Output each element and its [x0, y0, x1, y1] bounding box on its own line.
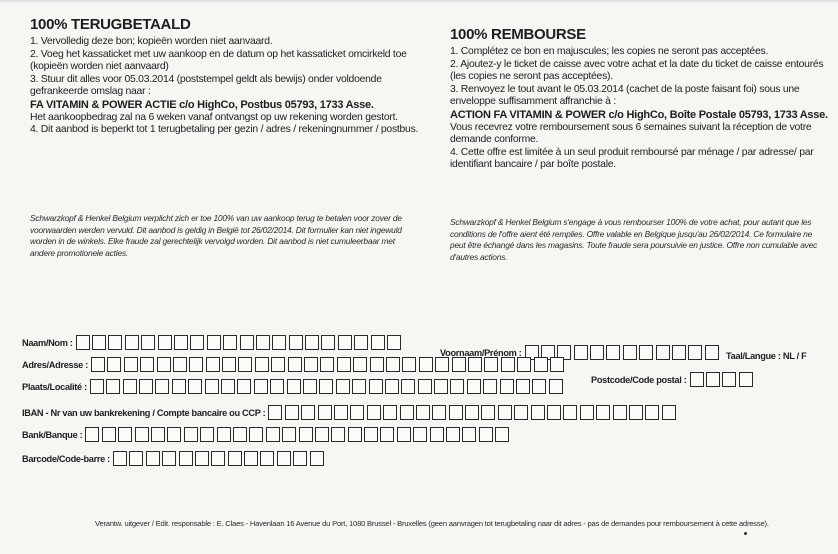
character-box[interactable]: [484, 357, 498, 372]
character-box[interactable]: [189, 357, 203, 372]
character-box[interactable]: [118, 427, 132, 442]
character-box[interactable]: [354, 335, 368, 350]
character-box[interactable]: [495, 427, 509, 442]
character-box[interactable]: [367, 405, 381, 420]
postcode-label: Postcode/Code postal :: [591, 374, 687, 385]
character-box[interactable]: [233, 427, 247, 442]
character-box[interactable]: [563, 405, 577, 420]
character-box[interactable]: [287, 379, 301, 394]
character-box[interactable]: [288, 357, 302, 372]
character-box[interactable]: [289, 335, 303, 350]
character-box[interactable]: [400, 405, 414, 420]
character-box[interactable]: [413, 427, 427, 442]
character-box[interactable]: [318, 405, 332, 420]
character-box[interactable]: [319, 379, 333, 394]
character-box[interactable]: [531, 405, 545, 420]
character-box[interactable]: [596, 405, 610, 420]
nl-step-3: 3. Stuur dit alles voor 05.03.2014 (poststempel geldt als bewijs) onder voldoende gefrankeerde omslag naar :: [30, 73, 382, 98]
character-box[interactable]: [135, 427, 149, 442]
character-box[interactable]: [123, 379, 137, 394]
character-box[interactable]: [334, 405, 348, 420]
character-box[interactable]: [435, 357, 449, 372]
character-box[interactable]: [207, 335, 221, 350]
character-box[interactable]: [352, 379, 366, 394]
character-box[interactable]: [217, 427, 231, 442]
character-box[interactable]: [580, 405, 594, 420]
character-box[interactable]: [92, 335, 106, 350]
torn-edge: [0, 0, 838, 4]
character-box[interactable]: [662, 405, 676, 420]
character-box[interactable]: [501, 357, 515, 372]
bank-boxes[interactable]: [85, 427, 511, 442]
french-section: [450, 26, 830, 172]
character-box[interactable]: [450, 379, 464, 394]
name-row: [22, 335, 403, 350]
character-box[interactable]: [419, 357, 433, 372]
character-box[interactable]: [338, 335, 352, 350]
fr-legal-text: Schwarzkopf & Henkel Belgium s'engage à vous rembourser 100% de votre achat, pour autant que les conditions de l'offre aient été remplies. Offre valable en Belgique jusqu'au 26/02/2014. Ce formulaire ne peut être échangé dans les magasins. Toute fraude sera poursuivie en justice. Offre non cumulable avec d'autres actions.: [450, 217, 818, 262]
character-box[interactable]: [272, 335, 286, 350]
character-box[interactable]: [157, 357, 171, 372]
fr-refund-note: Vous recevrez votre remboursement sous 6 semaines suivant la réception de votre demande conforme.: [450, 121, 812, 146]
character-box[interactable]: [688, 345, 702, 360]
punctuation-dot: [744, 532, 747, 535]
character-box[interactable]: [211, 451, 225, 466]
character-box[interactable]: [270, 379, 284, 394]
character-box[interactable]: [331, 427, 345, 442]
character-box[interactable]: [320, 357, 334, 372]
dutch-section: [30, 16, 425, 137]
nl-address: FA VITAMIN & POWER ACTIE c/o HighCo, Postbus 05793, 1733 Asse.: [30, 98, 374, 111]
character-box[interactable]: [205, 379, 219, 394]
fr-step-1: 1. Complétez ce bon en majuscules; les copies ne seront pas acceptées.: [450, 46, 769, 57]
character-box[interactable]: [200, 427, 214, 442]
character-box[interactable]: [337, 357, 351, 372]
character-box[interactable]: [434, 379, 448, 394]
character-box[interactable]: [102, 427, 116, 442]
character-box[interactable]: [397, 427, 411, 442]
address-row: [22, 357, 566, 372]
character-box[interactable]: [479, 427, 493, 442]
language-row: [726, 351, 809, 361]
fr-address: ACTION FA VITAMIN & POWER c/o HighCo, Boîte Postale 05793, 1733 Asse.: [450, 108, 828, 121]
character-box[interactable]: [370, 357, 384, 372]
publisher-footer: Verantw. uitgever / Edit. responsable : E. Claes - Havenlaan 16 Avenue du Port, 1080 Brussel - Bruxelles (geen aanvragen tot terugbetaling naar dit adres - pas de demandes pour remboursement à cette adresse).: [95, 519, 769, 528]
fr-step-4: 4. Cette offre est limitée à un seul produit remboursé par ménage / par adresse/ par identifiant bancaire / par boîte postale.: [450, 146, 814, 171]
character-box[interactable]: [129, 451, 143, 466]
character-box[interactable]: [350, 405, 364, 420]
character-box[interactable]: [705, 345, 719, 360]
character-box[interactable]: [228, 451, 242, 466]
character-box[interactable]: [304, 357, 318, 372]
character-box[interactable]: [402, 357, 416, 372]
iban-label: IBAN - Nr van uw bankrekening / Compte bancaire ou CCP :: [22, 407, 266, 418]
postcode-row: [591, 372, 755, 387]
character-box[interactable]: [167, 427, 181, 442]
character-box[interactable]: [623, 345, 637, 360]
character-box[interactable]: [260, 451, 274, 466]
character-box[interactable]: [206, 357, 220, 372]
character-box[interactable]: [639, 345, 653, 360]
character-box[interactable]: [271, 357, 285, 372]
character-box[interactable]: [299, 427, 313, 442]
character-box[interactable]: [446, 427, 460, 442]
character-box[interactable]: [483, 379, 497, 394]
character-box[interactable]: [315, 427, 329, 442]
nl-refund-note: Het aankoopbedrag zal na 6 weken vanaf ontvangst op uw rekening worden gestort.: [30, 111, 398, 123]
character-box[interactable]: [574, 345, 588, 360]
character-box[interactable]: [188, 379, 202, 394]
character-box[interactable]: [124, 357, 138, 372]
character-box[interactable]: [113, 451, 127, 466]
character-box[interactable]: [91, 357, 105, 372]
character-box[interactable]: [85, 427, 99, 442]
character-box[interactable]: [254, 379, 268, 394]
bank-label: Bank/Banque :: [22, 429, 83, 440]
character-box[interactable]: [462, 427, 476, 442]
character-box[interactable]: [140, 357, 154, 372]
character-box[interactable]: [249, 427, 263, 442]
character-box[interactable]: [550, 357, 564, 372]
character-box[interactable]: [516, 379, 530, 394]
character-box[interactable]: [151, 427, 165, 442]
character-box[interactable]: [293, 451, 307, 466]
character-box[interactable]: [141, 335, 155, 350]
character-box[interactable]: [416, 405, 430, 420]
character-box[interactable]: [155, 379, 169, 394]
character-box[interactable]: [500, 379, 514, 394]
character-box[interactable]: [238, 357, 252, 372]
character-box[interactable]: [321, 335, 335, 350]
character-box[interactable]: [162, 451, 176, 466]
character-box[interactable]: [348, 427, 362, 442]
character-box[interactable]: [277, 451, 291, 466]
address-label: Adres/Adresse :: [22, 359, 88, 370]
postcode-boxes[interactable]: [690, 372, 756, 387]
nl-step-2: 2. Voeg het kassaticket met uw aankoop en de datum op het kassaticket omcirkeld toe (kopieën worden niet aanvaard): [30, 48, 407, 73]
character-box[interactable]: [303, 379, 317, 394]
firstname-label: Voornaam/Prénom :: [440, 347, 522, 358]
city-label: Plaats/Localité :: [22, 381, 87, 392]
character-box[interactable]: [532, 379, 546, 394]
name-label: Naam/Nom :: [22, 337, 73, 348]
character-box[interactable]: [514, 405, 528, 420]
character-box[interactable]: [629, 405, 643, 420]
character-box[interactable]: [449, 405, 463, 420]
character-box[interactable]: [401, 379, 415, 394]
iban-row: [22, 405, 678, 420]
character-box[interactable]: [76, 335, 90, 350]
character-box[interactable]: [172, 379, 186, 394]
character-box[interactable]: [722, 372, 736, 387]
character-box[interactable]: [173, 357, 187, 372]
character-box[interactable]: [672, 345, 686, 360]
character-box[interactable]: [336, 379, 350, 394]
character-box[interactable]: [452, 357, 466, 372]
character-box[interactable]: [481, 405, 495, 420]
fr-step-2: 2. Ajoutez-y le ticket de caisse avec votre achat et la date du ticket de caisse entourés (les copies ne seront pas acceptées).: [450, 58, 824, 83]
character-box[interactable]: [240, 335, 254, 350]
character-box[interactable]: [237, 379, 251, 394]
character-box[interactable]: [255, 357, 269, 372]
french-title: 100% REMBOURSE: [450, 26, 586, 43]
character-box[interactable]: [90, 379, 104, 394]
character-box[interactable]: [549, 379, 563, 394]
character-box[interactable]: [125, 335, 139, 350]
nl-legal-text: Schwarzkopf & Henkel Belgium verplicht zich er toe 100% van uw aankoop terug te betalen voor zover de voorwaarden werden vervuld. Dit aanbod is geldig in België tot 26/02/2014. Dit formulier kan niet ingewuld worden in de winkels. Elke fraude zal gerechtelijk vervolgd worden. Dit aanbod is niet cumuleerbaar met andere promotionele acties.: [30, 213, 402, 258]
character-box[interactable]: [282, 427, 296, 442]
nl-step-1: 1. Vervolledig deze bon; kopieën worden niet aanvaard.: [30, 36, 273, 47]
nl-step-4: 4. Dit aanbod is beperkt tot 1 terugbetaling per gezin / adres / rekeningnummer / postbus.: [30, 124, 419, 136]
character-box[interactable]: [139, 379, 153, 394]
character-box[interactable]: [534, 357, 548, 372]
character-box[interactable]: [468, 357, 482, 372]
character-box[interactable]: [305, 335, 319, 350]
character-box[interactable]: [547, 405, 561, 420]
character-box[interactable]: [108, 335, 122, 350]
character-box[interactable]: [706, 372, 720, 387]
city-row: [22, 379, 565, 394]
character-box[interactable]: [517, 357, 531, 372]
character-box[interactable]: [146, 451, 160, 466]
character-box[interactable]: [613, 405, 627, 420]
bank-row: [22, 427, 512, 442]
fr-step-3: 3. Renvoyez le tout avant le 05.03.2014 (cachet de la poste faisant foi) sous une enveloppe suffisamment affranchie à :: [450, 83, 800, 108]
character-box[interactable]: [418, 379, 432, 394]
barcode-boxes[interactable]: [113, 451, 326, 466]
name-boxes[interactable]: [76, 335, 404, 350]
character-box[interactable]: [353, 357, 367, 372]
character-box[interactable]: [158, 335, 172, 350]
character-box[interactable]: [739, 372, 753, 387]
character-box[interactable]: [223, 335, 237, 350]
character-box[interactable]: [380, 427, 394, 442]
character-box[interactable]: [244, 451, 258, 466]
character-box[interactable]: [179, 451, 193, 466]
character-box[interactable]: [268, 405, 282, 420]
character-box[interactable]: [383, 405, 397, 420]
dutch-title: 100% TERUGBETAALD: [30, 16, 191, 33]
character-box[interactable]: [369, 379, 383, 394]
character-box[interactable]: [656, 345, 670, 360]
character-box[interactable]: [184, 427, 198, 442]
character-box[interactable]: [590, 345, 604, 360]
character-box[interactable]: [222, 357, 236, 372]
character-box[interactable]: [174, 335, 188, 350]
character-box[interactable]: [195, 451, 209, 466]
character-box[interactable]: [364, 427, 378, 442]
character-box[interactable]: [106, 379, 120, 394]
character-box[interactable]: [301, 405, 315, 420]
character-box[interactable]: [221, 379, 235, 394]
barcode-label: Barcode/Code-barre :: [22, 453, 110, 464]
character-box[interactable]: [467, 379, 481, 394]
character-box[interactable]: [190, 335, 204, 350]
character-box[interactable]: [498, 405, 512, 420]
character-box[interactable]: [310, 451, 324, 466]
language-label[interactable]: Taal/Langue : NL / F: [726, 351, 807, 361]
character-box[interactable]: [385, 379, 399, 394]
character-box[interactable]: [386, 357, 400, 372]
character-box[interactable]: [606, 345, 620, 360]
character-box[interactable]: [107, 357, 121, 372]
city-boxes[interactable]: [90, 379, 565, 394]
character-box[interactable]: [432, 405, 446, 420]
character-box[interactable]: [430, 427, 444, 442]
character-box[interactable]: [285, 405, 299, 420]
barcode-row: [22, 451, 326, 466]
character-box[interactable]: [266, 427, 280, 442]
character-box[interactable]: [465, 405, 479, 420]
character-box[interactable]: [690, 372, 704, 387]
character-box[interactable]: [256, 335, 270, 350]
character-box[interactable]: [387, 335, 401, 350]
character-box[interactable]: [645, 405, 659, 420]
iban-boxes[interactable]: [268, 405, 678, 420]
character-box[interactable]: [371, 335, 385, 350]
address-boxes[interactable]: [91, 357, 566, 372]
